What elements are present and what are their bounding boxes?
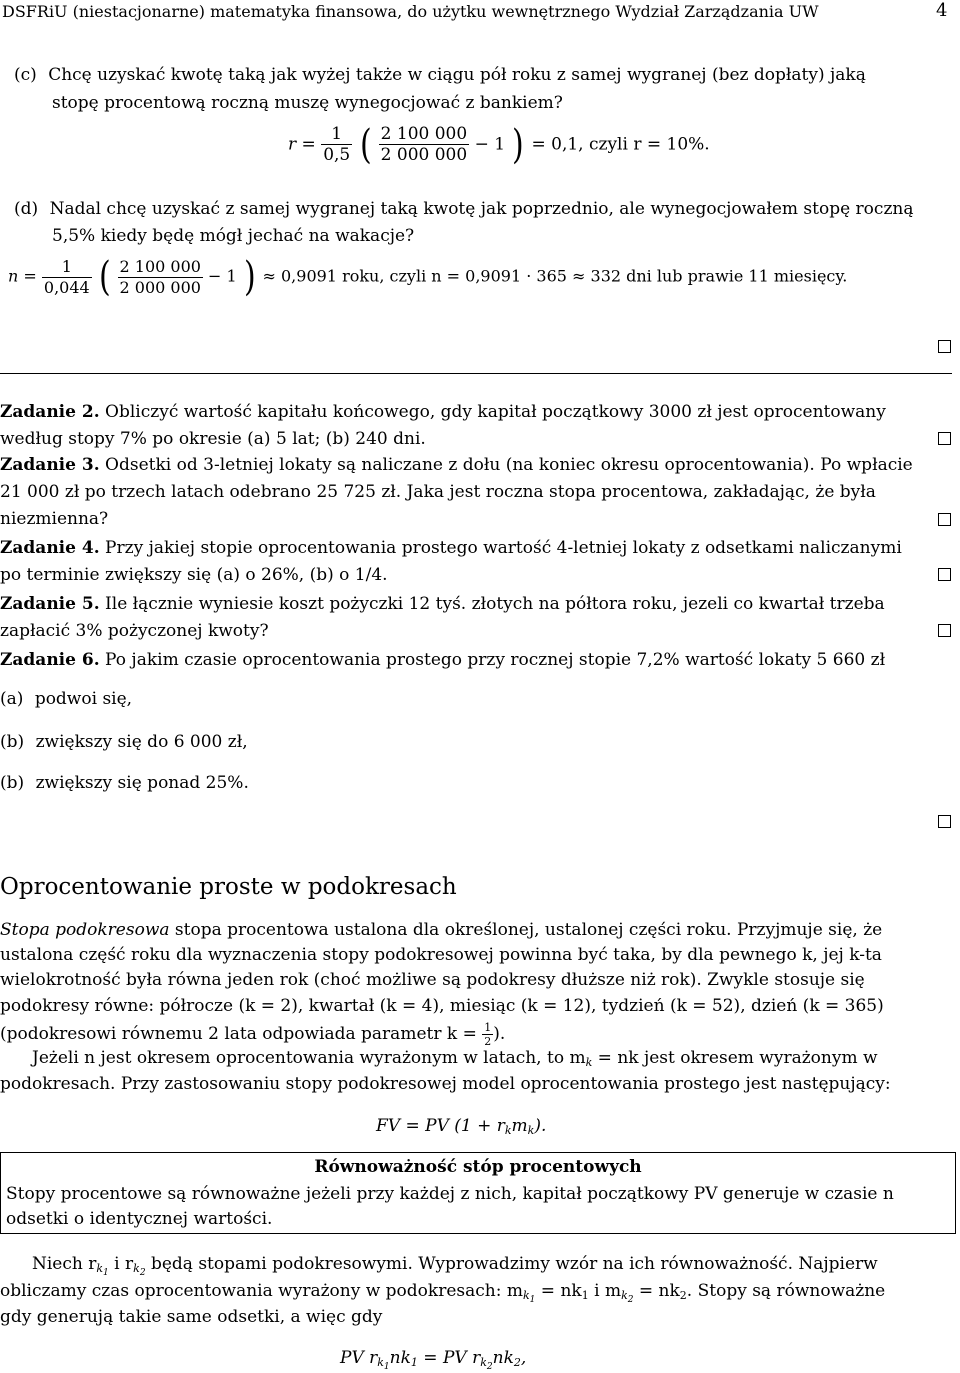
paragraph-text: będą stopami podokresowymi. Wyprowadzimy wzór na ich równoważność. Najpierw: [145, 1254, 878, 1274]
part-c-equation: [288, 121, 710, 168]
task-title: Zadanie 3.: [0, 455, 100, 475]
section-p1-line-3: wielokrotność była równa jeden rok (choć możliwe są podokresy dłuższe niż rok). Zwykle stosuje się: [0, 970, 865, 990]
eq-fraction: [42, 257, 92, 296]
closing-line-3: gdy generują takie same odsetki, a więc gdy: [0, 1307, 383, 1327]
subscript-k1: k1: [96, 1262, 109, 1278]
formula-part: m: [511, 1116, 528, 1136]
left-paren: (: [98, 254, 111, 300]
task-text: 21 000 zł po trzech latach odebrano 25 725 zł. Jaka jest roczna stopa procentowa, zakładając, że była: [0, 482, 876, 502]
task-4-line-2: [0, 565, 388, 585]
subscript-1: 1: [410, 1356, 418, 1369]
qed-square: [938, 513, 951, 526]
task-6-item-c: [0, 773, 249, 793]
section-p2-line-2: podokresach. Przy zastosowaniu stopy podokresowej model oprocentowania prostego jest następujący:: [0, 1074, 891, 1094]
eq-lhs: r =: [288, 134, 316, 155]
eq-frac-num: 1: [321, 124, 352, 145]
closing-line-1: [32, 1254, 878, 1278]
subscript-k: k: [527, 1124, 535, 1137]
task-text: Ile łącznie wyniesie koszt pożyczki 12 tyś. złotych na półtora roku, jezeli co kwartał trzeba: [105, 594, 885, 614]
subscript-k2: k2: [480, 1356, 493, 1372]
item-label: (b): [0, 732, 25, 752]
paragraph-text: (podokresowi równemu 2 lata odpowiada parametr k =: [0, 1024, 477, 1045]
task-3-line-2: [0, 482, 876, 502]
item-label: (a): [0, 689, 24, 709]
eq-minus: − 1: [474, 134, 506, 155]
paragraph-text: stopa procentowa ustalona dla określonej, ustalonej części roku. Przyjmuje się, że: [174, 920, 883, 940]
term-stopa-podokresowa: Stopa podokresowa: [0, 920, 170, 940]
paragraph-text: = nk: [535, 1281, 582, 1301]
section-p1-line-5: [0, 1021, 505, 1048]
part-d-line-2: [52, 226, 414, 246]
eq-inner-num: 2 100 000: [380, 124, 468, 144]
task-3-line-3: [0, 509, 108, 529]
item-text: zwiększy się do 6 000 zł,: [35, 732, 248, 752]
task-text: po terminie zwiększy się (a) o 26%, (b) o 1/4.: [0, 565, 388, 585]
subscript-2: 2: [679, 1289, 687, 1302]
theorem-title: Równoważność stóp procentowych: [314, 1157, 642, 1177]
formula-part: ).: [534, 1116, 547, 1136]
task-text: Przy jakiej stopie oprocentowania prostego wartość 4-letniej lokaty z odsetkami naliczanymi: [105, 538, 902, 558]
paragraph-text: = nk jest okresem wyrażonym w: [592, 1048, 878, 1068]
qed-square: [938, 624, 951, 637]
task-title: Zadanie 6.: [0, 650, 100, 670]
section-heading: Oprocentowanie proste w podokresach: [0, 874, 457, 900]
qed-square: [938, 432, 951, 445]
part-c-text-1: Chcę uzyskać kwotę taką jak wyżej także w ciągu pół roku z samej wygranej (bez dopłaty) jaką: [48, 65, 866, 85]
task-text: Po jakim czasie oprocentowania prostego przy rocznej stopie 7,2% wartość lokaty 5 660 zł: [105, 650, 886, 670]
task-title: Zadanie 4.: [0, 538, 100, 558]
part-c-text-2: stopę procentową roczną muszę wynegocjować z bankiem?: [52, 93, 563, 113]
qed-square: [938, 568, 951, 581]
subscript-k: k: [504, 1124, 512, 1137]
page-number: 4: [936, 0, 948, 21]
eq-inner-num: 2 100 000: [119, 257, 201, 277]
simple-interest-formula: [376, 1116, 546, 1137]
task-2-line-1: [0, 402, 886, 422]
task-text: niezmienna?: [0, 509, 109, 529]
subscript-2: 2: [513, 1356, 521, 1369]
task-5-line-1: [0, 594, 885, 614]
running-header: [2, 2, 819, 21]
item-text: zwiększy się ponad 25%.: [35, 773, 249, 793]
half-fraction: [482, 1021, 493, 1048]
eq-minus: − 1: [208, 266, 237, 286]
eq-part: nk: [492, 1348, 514, 1368]
paragraph-text: i m: [588, 1281, 622, 1301]
right-paren: ): [243, 254, 256, 300]
section-p2-line-1: [32, 1048, 878, 1069]
qed-square: [938, 815, 951, 828]
part-d-text-1: Nadal chcę uzyskać z samej wygranej taką kwotę jak poprzednio, ale wynegocjowałem stopę roczną: [49, 199, 914, 219]
part-c-line-1: [14, 65, 866, 85]
task-text: zapłacić 3% pożyczonej kwoty?: [0, 621, 269, 641]
eq-result: ≈ 0,9091 roku, czyli n = 0,9091 · 365 ≈ 332 dni lub prawie 11 miesięcy.: [262, 266, 848, 286]
subscript-k1: k1: [377, 1356, 390, 1372]
eq-lhs: n =: [8, 266, 37, 286]
task-3-line-1: [0, 455, 913, 475]
paragraph-text: Niech r: [32, 1254, 97, 1274]
task-2-line-2: [0, 429, 426, 449]
task-title: Zadanie 5.: [0, 594, 100, 614]
eq-part: PV r: [340, 1348, 378, 1368]
part-d-label: (d): [14, 199, 39, 219]
eq-inner-den: 2 000 000: [119, 277, 201, 297]
eq-frac-num: 1: [42, 257, 92, 277]
item-text: podwoi się,: [34, 689, 133, 709]
subscript-k2: k2: [621, 1289, 634, 1305]
running-title: DSFRiU (niestacjonarne) matematyka finansowa, do użytku wewnętrznego Wydział Zarządzania UW: [2, 2, 819, 21]
eq-inner-fraction: [118, 257, 203, 296]
section-p1-line-4: podokresy równe: półrocze (k = 2), kwartał (k = 4), miesiąc (k = 12), tydzień (k = 52), dzień (k = 365): [0, 996, 884, 1016]
half-num: 1: [484, 1021, 492, 1034]
item-label: (b): [0, 773, 25, 793]
paragraph-text: obliczamy czas oprocentowania wyrażony w podokresach: m: [0, 1281, 523, 1301]
task-text: według stopy 7% po okresie (a) 5 lat; (b) 240 dni.: [0, 429, 426, 449]
closing-line-2: [0, 1281, 885, 1305]
right-paren: ): [512, 121, 525, 168]
theorem-box: [0, 1152, 956, 1234]
left-paren: (: [359, 121, 372, 168]
subscript-1: 1: [581, 1289, 589, 1302]
task-5-line-2: [0, 621, 269, 641]
subscript-k: k: [585, 1056, 593, 1069]
part-c-label: (c): [14, 65, 37, 85]
eq-part: ,: [520, 1348, 527, 1368]
task-title: Zadanie 2.: [0, 402, 100, 422]
part-d-equation: [8, 254, 848, 300]
task-6-item-a: [0, 689, 132, 709]
task-text: Obliczyć wartość kapitału końcowego, gdy kapitał początkowy 3000 zł jest oprocentowany: [105, 402, 886, 422]
eq-part: nk: [389, 1348, 411, 1368]
subscript-k2: k2: [133, 1262, 146, 1278]
task-text: Odsetki od 3-letniej lokaty są naliczane z dołu (na koniec okresu oprocentowania). Po wpłacie: [105, 455, 913, 475]
paragraph-text: . Stopy są równoważne: [686, 1281, 886, 1301]
subscript-k1: k1: [522, 1289, 536, 1305]
separator-rule: [0, 373, 952, 374]
eq-result: = 0,1, czyli r = 10%.: [531, 134, 710, 155]
paragraph-text: i r: [108, 1254, 134, 1274]
eq-inner-den: 2 000 000: [380, 145, 468, 166]
paragraph-text: ).: [493, 1024, 506, 1045]
section-p1-line-2: ustalona część roku dla wyznaczenia stopy podokresowej powinna być taka, by dla pewnego k, jej k-ta: [0, 945, 882, 965]
part-d-line-1: [14, 199, 913, 219]
half-den: 2: [484, 1035, 492, 1049]
section-p1-line-1: [0, 920, 882, 940]
theorem-line-1: Stopy procentowe są równoważne jeżeli przy każdej z nich, kapitał początkowy PV generuje w czasie n: [6, 1184, 894, 1204]
qed-square: [938, 340, 951, 353]
part-c-line-2: [52, 93, 563, 113]
task-4-line-1: [0, 538, 902, 558]
eq-frac-den: 0,044: [43, 277, 90, 297]
paragraph-text: = nk: [633, 1281, 680, 1301]
task-6-item-b: [0, 732, 248, 752]
equivalence-equation: [340, 1348, 526, 1372]
theorem-line-2: odsetki o identycznej wartości.: [6, 1209, 273, 1229]
eq-inner-fraction: [379, 124, 470, 166]
eq-frac-den: 0,5: [323, 145, 351, 166]
part-d-text-2: 5,5% kiedy będę mógł jechać na wakacje?: [52, 226, 415, 246]
eq-part: = PV r: [417, 1348, 481, 1368]
formula-part: FV = PV (1 + r: [376, 1116, 505, 1136]
paragraph-text: Jeżeli n jest okresem oprocentowania wyrażonym w latach, to m: [32, 1048, 586, 1068]
eq-fraction: [321, 124, 352, 166]
task-6-line-1: [0, 650, 885, 670]
